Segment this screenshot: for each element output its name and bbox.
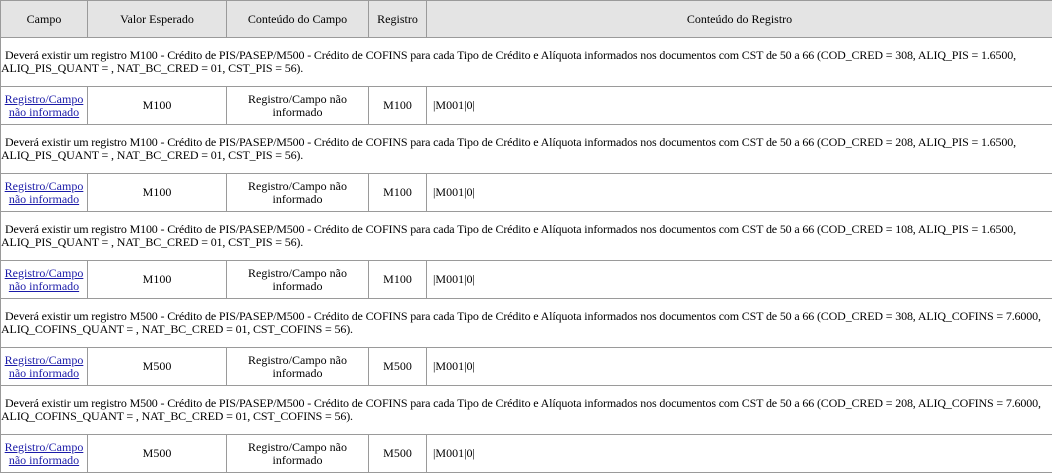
valor-esperado-cell: M100 bbox=[88, 87, 227, 125]
message-line-1: Deverá existir um registro M500 - Crédito de PIS/PASEP/M500 - Crédito de COFINS para cada Tipo de Crédito e Alíquota informados nos documentos com CST de 50 a 66 (COD_CRED = 308, ALIQ_COFINS = 7.6000, bbox=[5, 309, 1041, 323]
valor-esperado-cell: M100 bbox=[88, 261, 227, 299]
conteudo-registro-cell: |M001|0| bbox=[427, 435, 1052, 473]
conteudo-registro-cell: |M001|0| bbox=[427, 261, 1052, 299]
table-row bbox=[1, 174, 1052, 212]
conteudo-campo-cell: Registro/Campo não informado bbox=[227, 87, 369, 125]
message-line-2: ALIQ_COFINS_QUANT = , NAT_BC_CRED = 01, CST_COFINS = 56). bbox=[1, 323, 1052, 336]
campo-cell bbox=[1, 435, 88, 473]
message-line-1: Deverá existir um registro M500 - Crédito de PIS/PASEP/M500 - Crédito de COFINS para cada Tipo de Crédito e Alíquota informados nos documentos com CST de 50 a 66 (COD_CRED = 208, ALIQ_COFINS = 7.6000, bbox=[5, 396, 1041, 410]
registro-cell: M100 bbox=[369, 174, 427, 212]
message-line-2: ALIQ_PIS_QUANT = , NAT_BC_CRED = 01, CST_PIS = 56). bbox=[1, 149, 1052, 162]
message-line-1: Deverá existir um registro M100 - Crédito de PIS/PASEP/M500 - Crédito de COFINS para cada Tipo de Crédito e Alíquota informados nos documentos com CST de 50 a 66 (COD_CRED = 108, ALIQ_PIS = 1.6500, bbox=[5, 222, 1016, 236]
campo-cell bbox=[1, 261, 88, 299]
message-line-2: ALIQ_PIS_QUANT = , NAT_BC_CRED = 01, CST_PIS = 56). bbox=[1, 236, 1052, 249]
registro-cell: M100 bbox=[369, 261, 427, 299]
registro-cell: M500 bbox=[369, 348, 427, 386]
table-row bbox=[1, 261, 1052, 299]
validation-message bbox=[1, 299, 1052, 348]
campo-link[interactable]: Registro/Campo não informado bbox=[5, 267, 84, 293]
conteudo-campo-cell: Registro/Campo não informado bbox=[227, 174, 369, 212]
message-line-1: Deverá existir um registro M100 - Crédito de PIS/PASEP/M500 - Crédito de COFINS para cada Tipo de Crédito e Alíquota informados nos documentos com CST de 50 a 66 (COD_CRED = 208, ALIQ_PIS = 1.6500, bbox=[5, 135, 1016, 149]
header-row bbox=[1, 1, 1052, 38]
conteudo-campo-cell: Registro/Campo não informado bbox=[227, 435, 369, 473]
registro-cell: M500 bbox=[369, 435, 427, 473]
conteudo-campo-cell: Registro/Campo não informado bbox=[227, 348, 369, 386]
valor-esperado-cell: M100 bbox=[88, 174, 227, 212]
header-registro: Registro bbox=[369, 1, 427, 38]
conteudo-campo-cell: Registro/Campo não informado bbox=[227, 261, 369, 299]
campo-link[interactable]: Registro/Campo não informado bbox=[5, 441, 84, 467]
campo-cell bbox=[1, 174, 88, 212]
validation-message bbox=[1, 125, 1052, 174]
message-line-1: Deverá existir um registro M100 - Crédito de PIS/PASEP/M500 - Crédito de COFINS para cada Tipo de Crédito e Alíquota informados nos documentos com CST de 50 a 66 (COD_CRED = 308, ALIQ_PIS = 1.6500, bbox=[5, 48, 1016, 62]
message-row bbox=[1, 386, 1052, 435]
conteudo-registro-cell: |M001|0| bbox=[427, 348, 1052, 386]
validation-message bbox=[1, 212, 1052, 261]
header-valor-esperado: Valor Esperado bbox=[88, 1, 227, 38]
message-row bbox=[1, 125, 1052, 174]
campo-cell bbox=[1, 348, 88, 386]
registro-cell: M100 bbox=[369, 87, 427, 125]
header-conteudo-registro: Conteúdo do Registro bbox=[427, 1, 1052, 38]
campo-link[interactable]: Registro/Campo não informado bbox=[5, 354, 84, 380]
message-row bbox=[1, 38, 1052, 87]
valor-esperado-cell: M500 bbox=[88, 348, 227, 386]
message-line-2: ALIQ_COFINS_QUANT = , NAT_BC_CRED = 01, CST_COFINS = 56). bbox=[1, 410, 1052, 423]
campo-cell bbox=[1, 87, 88, 125]
validation-message bbox=[1, 38, 1052, 87]
message-line-2: ALIQ_PIS_QUANT = , NAT_BC_CRED = 01, CST_PIS = 56). bbox=[1, 62, 1052, 75]
validation-message bbox=[1, 386, 1052, 435]
valor-esperado-cell: M500 bbox=[88, 435, 227, 473]
campo-link[interactable]: Registro/Campo não informado bbox=[5, 93, 84, 119]
table-row bbox=[1, 87, 1052, 125]
table-row bbox=[1, 348, 1052, 386]
campo-link[interactable]: Registro/Campo não informado bbox=[5, 180, 84, 206]
conteudo-registro-cell: |M001|0| bbox=[427, 87, 1052, 125]
header-campo: Campo bbox=[1, 1, 88, 38]
message-row bbox=[1, 299, 1052, 348]
conteudo-registro-cell: |M001|0| bbox=[427, 174, 1052, 212]
table-row bbox=[1, 435, 1052, 473]
message-row bbox=[1, 212, 1052, 261]
header-conteudo-campo: Conteúdo do Campo bbox=[227, 1, 369, 38]
